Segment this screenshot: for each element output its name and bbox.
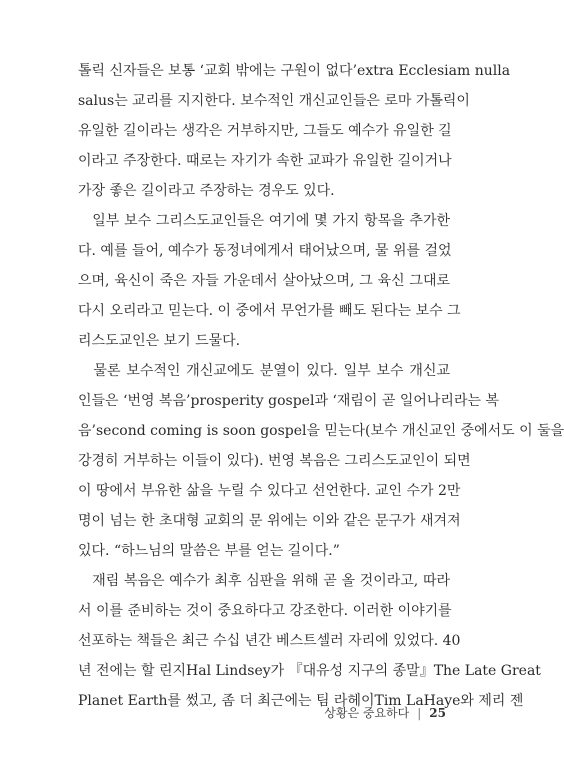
- page-footer: [324, 704, 446, 721]
- text-line: 으며, 육신이 죽은 자들 가운데서 살아났으며, 그 육신 그대로: [78, 273, 450, 289]
- footer-separator: |: [417, 706, 422, 720]
- page-number: 25: [429, 706, 446, 720]
- text-line: 톨릭 신자들은 보통 ‘교회 밖에는 구원이 없다’extra Ecclesiam nulla: [78, 63, 511, 79]
- text-line: 음’second coming is soon gospel을 믿는다(보수 개신교인 중에서도 이 둘을: [78, 423, 564, 439]
- body-text: [78, 56, 564, 716]
- text-line: 강경히 거부하는 이들이 있다). 번영 복음은 그리스도교인이 되면: [78, 453, 471, 469]
- text-line: salus는 교리를 지지한다. 보수적인 개신교인들은 로마 가톨릭이: [78, 93, 470, 109]
- text-line: 일부 보수 그리스도교인들은 여기에 몇 가지 항목을 추가한: [78, 213, 450, 229]
- text-line: 년 전에는 할 린지Hal Lindsey가 『대유성 지구의 종말』The Late Great: [78, 663, 541, 679]
- text-line: 인들은 ‘번영 복음’prosperity gospel과 ‘재림이 곧 일어나리라는 복: [78, 393, 499, 409]
- text-line: 리스도교인은 보기 드물다.: [78, 333, 241, 349]
- text-line: 서 이를 준비하는 것이 중요하다고 강조한다. 이러한 이야기를: [78, 603, 452, 619]
- text-line: 명이 넘는 한 초대형 교회의 문 위에는 이와 같은 문구가 새겨져: [78, 513, 461, 529]
- text-line: 선포하는 책들은 최근 수십 년간 베스트셀러 자리에 있었다. 40: [78, 633, 461, 649]
- text-line: 유일한 길이라는 생각은 거부하지만, 그들도 예수가 유일한 길: [78, 123, 452, 139]
- text-line: 이 땅에서 부유한 삶을 누릴 수 있다고 선언한다. 교인 수가 2만: [78, 483, 461, 499]
- text-line: 있다. “하느님의 말씀은 부를 얻는 길이다.”: [78, 543, 340, 559]
- text-line: 이라고 주장한다. 때로는 자기가 속한 교파가 유일한 길이거나: [78, 153, 452, 169]
- text-line: Planet Earth를 썼고, 좀 더 최근에는 팀 라헤이Tim LaHaye와 제리 젠: [78, 693, 524, 709]
- text-line: 가장 좋은 길이라고 주장하는 경우도 있다.: [78, 183, 335, 199]
- running-chapter-title: 상황은 중요하다: [324, 706, 410, 720]
- text-line: 물론 보수적인 개신교에도 분열이 있다. 일부 보수 개신교: [78, 363, 450, 379]
- text-line: 재림 복음은 예수가 최후 심판을 위해 곧 올 것이라고, 따라: [78, 573, 450, 589]
- text-line: 다시 오리라고 믿는다. 이 중에서 무언가를 빼도 된다는 보수 그: [78, 303, 461, 319]
- text-line: 다. 예를 들어, 예수가 동정녀에게서 태어났으며, 물 위를 걸었: [78, 243, 452, 259]
